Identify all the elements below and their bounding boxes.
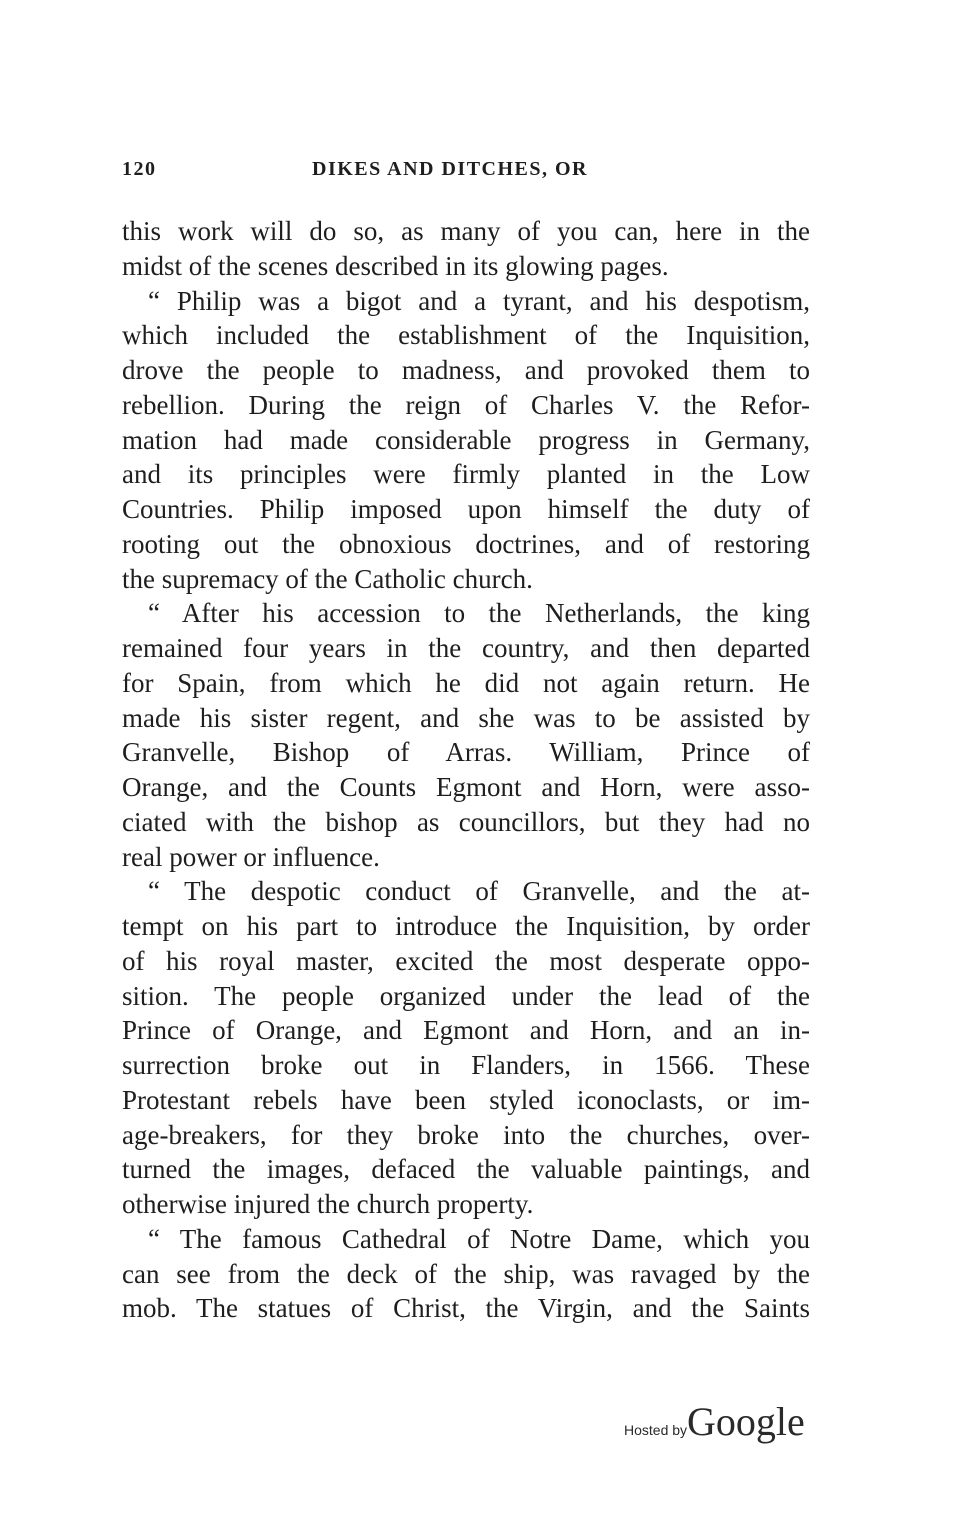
text-line: remained four years in the country, and then departed [122, 633, 810, 663]
text-line: tempt on his part to introduce the Inquisition, by order [122, 911, 810, 941]
text-line: “ The famous Cathedral of Notre Dame, which you [148, 1223, 810, 1254]
text-line: for Spain, from which he did not again return. He [122, 667, 810, 698]
running-head [122, 158, 810, 188]
page-number: 120 [122, 158, 157, 180]
body-text [122, 214, 810, 1326]
text-line: Orange, and the Counts Egmont and Horn, were asso- [122, 772, 810, 802]
text-line: the supremacy of the Catholic church. [122, 563, 533, 594]
text-line: otherwise injured the church property. [122, 1189, 534, 1219]
text-line: real power or influence. [122, 841, 380, 872]
text-line: rooting out the obnoxious doctrines, and of restoring [122, 528, 810, 559]
text-line: mation had made considerable progress in Germany, [122, 424, 810, 455]
text-line: “ The despotic conduct of Granvelle, and the at- [148, 876, 810, 907]
text-line: mob. The statues of Christ, the Virgin, and the Saints [122, 1293, 810, 1324]
text-line: “ Philip was a bigot and a tyrant, and his despotism, [148, 285, 810, 316]
text-line: of his royal master, excited the most desperate oppo- [122, 945, 810, 976]
text-line: surrection broke out in Flanders, in 1566. These [122, 1050, 810, 1080]
text-line: midst of the scenes described in its glowing pages. [122, 250, 669, 281]
text-line: turned the images, defaced the valuable paintings, and [122, 1154, 810, 1185]
text-line: this work will do so, as many of you can, here in the [122, 216, 810, 246]
text-line: Prince of Orange, and Egmont and Horn, and an in- [122, 1015, 810, 1046]
text-line: ciated with the bishop as councillors, but they had no [122, 806, 810, 837]
hosted-by-label: Hosted by [624, 1422, 688, 1438]
google-wordmark: Google [687, 1399, 805, 1444]
text-line: drove the people to madness, and provoked them to [122, 355, 810, 385]
text-line: can see from the deck of the ship, was ravaged by the [122, 1258, 810, 1289]
text-line: rebellion. During the reign of Charles V. the Refor- [122, 389, 810, 420]
text-line: Countries. Philip imposed upon himself the duty of [122, 494, 810, 524]
text-line: made his sister regent, and she was to be assisted by [122, 702, 810, 733]
text-line: age-breakers, for they broke into the churches, over- [122, 1119, 810, 1150]
text-line: sition. The people organized under the lead of the [122, 980, 810, 1011]
text-line: “ After his accession to the Netherlands, the king [148, 598, 810, 629]
text-line: which included the establishment of the Inquisition, [122, 320, 810, 351]
text-line: and its principles were firmly planted in the Low [122, 459, 810, 490]
hosted-by-google-logo [624, 1398, 805, 1442]
running-title: DIKES AND DITCHES, OR [312, 158, 589, 180]
text-line: Protestant rebels have been styled iconoclasts, or im- [122, 1084, 810, 1115]
text-line: Granvelle, Bishop of Arras. William, Prince of [122, 737, 810, 768]
